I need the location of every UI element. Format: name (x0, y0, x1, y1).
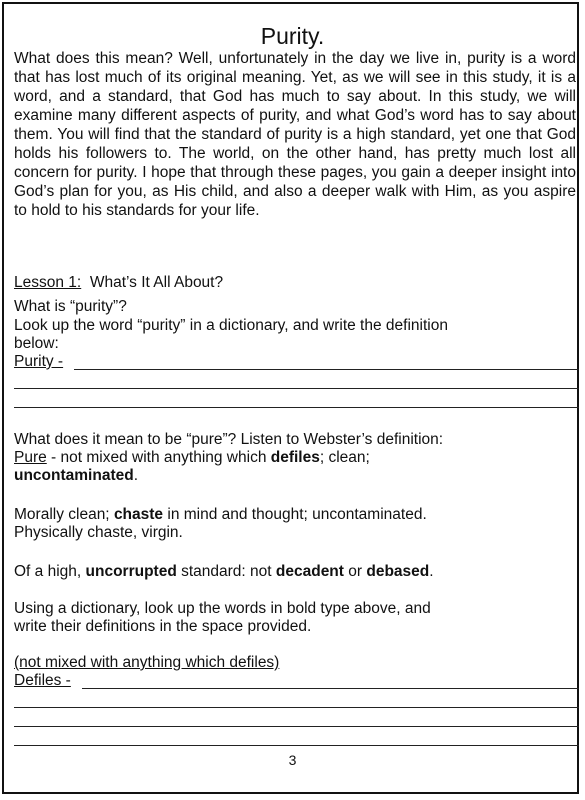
definition-text: ; clean; (319, 449, 370, 466)
defiles-answer-line-3[interactable] (14, 726, 579, 727)
purity-answer-line-3[interactable] (14, 407, 579, 408)
definition-text: - not mixed with anything which (46, 449, 271, 466)
lesson-question: What is “purity”? (14, 298, 127, 315)
exercise-instruction-1: Using a dictionary, look up the words in bold type above, and (14, 600, 431, 617)
defiles-answer-label: Defiles - (14, 672, 71, 689)
definition-morally-line (14, 505, 427, 524)
definition-text: . (429, 563, 434, 580)
bold-uncontaminated: uncontaminated (14, 467, 134, 484)
definition-text: or (343, 563, 367, 580)
bold-debased: debased (366, 563, 430, 580)
definition-text: Morally clean; (14, 506, 114, 523)
bold-defiles: defiles (270, 449, 320, 466)
definition-text: in mind and thought; uncontaminated. (163, 506, 427, 523)
pure-word: Pure (14, 449, 47, 466)
bold-decadent: decadent (275, 563, 344, 580)
definition-pure-line (14, 448, 370, 467)
definition-question: What does it mean to be “pure”? Listen to Webster’s definition: (14, 431, 444, 448)
definition-text: standard: not (176, 563, 276, 580)
bold-uncorrupted: uncorrupted (85, 563, 177, 580)
defiles-answer-line-1[interactable] (82, 688, 579, 689)
page-number: 3 (288, 752, 297, 768)
defiles-answer-line-4[interactable] (14, 745, 579, 746)
purity-answer-line-1[interactable] (74, 369, 579, 370)
definition-pure-line-2 (14, 466, 138, 485)
lesson-title: What’s It All About? (89, 274, 224, 291)
definition-standard-line (14, 562, 434, 581)
definition-text: . (133, 467, 139, 484)
page-title: Purity. (260, 23, 325, 49)
lesson-label: Lesson 1: (14, 274, 82, 291)
exercise-instruction-2: write their definitions in the space provided. (14, 618, 312, 635)
lesson-heading (14, 273, 223, 292)
definition-text: Of a high, (14, 563, 86, 580)
purity-answer-label: Purity - (14, 353, 64, 370)
purity-answer-line-2[interactable] (14, 388, 579, 389)
definition-physically-line: Physically chaste, virgin. (14, 524, 183, 541)
defiles-answer-line-2[interactable] (14, 707, 579, 708)
lesson-instruction-2: below: (14, 335, 59, 352)
defiles-hint: (not mixed with anything which defiles) (14, 654, 280, 671)
lesson-instruction-1: Look up the word “purity” in a dictionary, and write the definition (14, 317, 448, 334)
bold-chaste: chaste (113, 506, 164, 523)
intro-paragraph: What does this mean? Well, unfortunately in the day we live in, purity is a word that has lost much of its original meaning. Yet, as we will see in this study, it is a word, and a standard, that God has much to say about. In this study, we will examine many different aspects of purity, and what God’s word has to say about them. You will find that the standard of purity is a high standard, yet one that God holds his followers to. The world, on the other hand, has pretty much lost all concern for purity. I hope that through these pages, you gain a deeper insight into God’s plan for you, as His child, and also a deeper walk with Him, as you aspire to hold to his standards for your life. (14, 50, 576, 219)
